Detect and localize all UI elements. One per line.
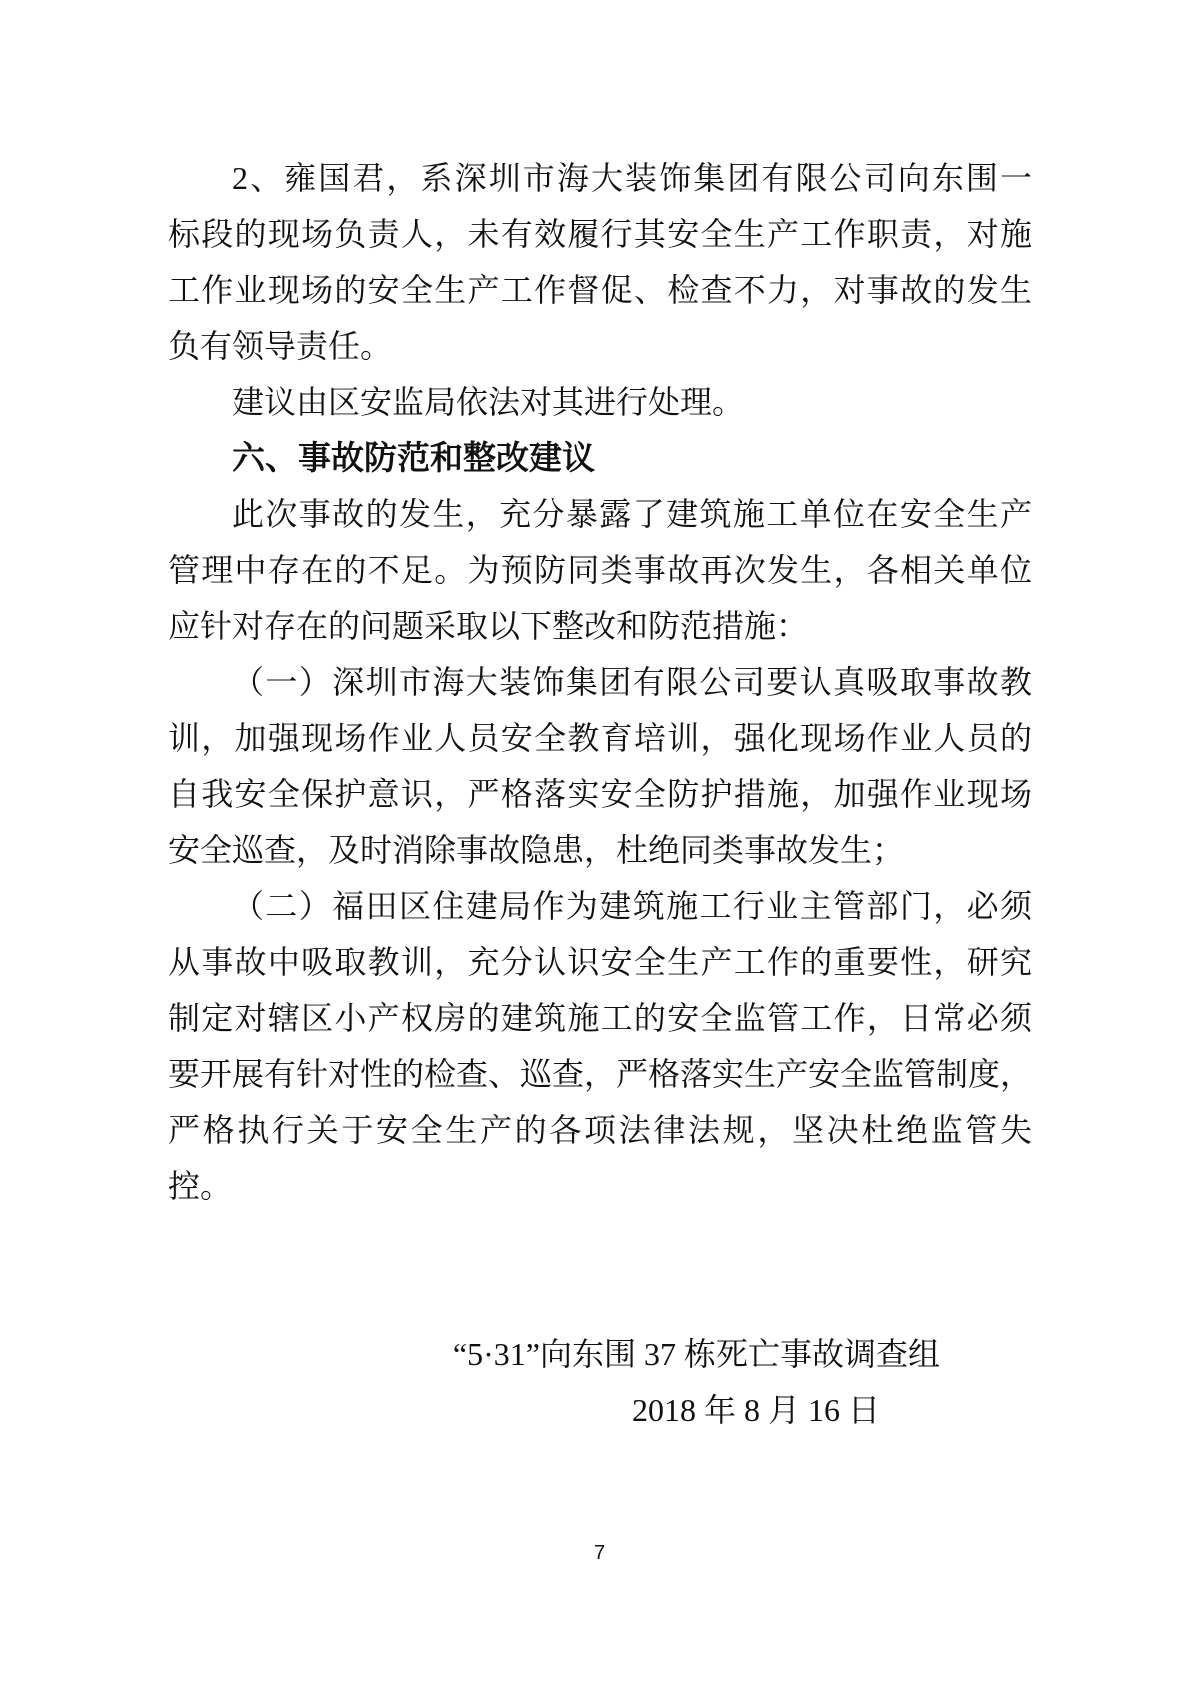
text-line: 从事故中吸取教训，充分认识安全生产工作的重要性，研究 [168, 944, 1032, 980]
text-line: （二）福田区住建局作为建筑施工行业主管部门，必须 [232, 888, 1032, 924]
text-line: 工作业现场的安全生产工作督促、检查不力，对事故的发生 [168, 272, 1032, 308]
text-line: 2、雍国君，系深圳市海大装饰集团有限公司向东围一 [232, 160, 1032, 196]
text-line: （一）深圳市海大装饰集团有限公司要认真吸取事故教 [232, 664, 1032, 700]
signature-date: 2018 年 8 月 16 日 [631, 1392, 880, 1428]
section-heading: 六、事故防范和整改建议 [232, 439, 595, 476]
text-line: 此次事故的发生，充分暴露了建筑施工单位在安全生产 [232, 496, 1032, 532]
text-line: 严格执行关于安全生产的各项法律法规，坚决杜绝监管失 [168, 1112, 1032, 1148]
document-body [168, 150, 1032, 1438]
text-line: 控。 [168, 1168, 233, 1204]
text-line: 训，加强现场作业人员安全教育培训，强化现场作业人员的 [168, 720, 1032, 756]
text-line: 负有领导责任。 [168, 328, 393, 364]
text-line: 自我安全保护意识，严格落实安全防护措施，加强作业现场 [168, 776, 1032, 812]
text-line: 管理中存在的不足。为预防同类事故再次发生，各相关单位 [168, 552, 1032, 588]
text-line: 制定对辖区小产权房的建筑施工的安全监管工作，日常必须 [168, 1000, 1032, 1036]
signature-block [168, 1326, 1032, 1438]
page-footer [0, 1542, 1199, 1565]
text-line: 应针对存在的问题采取以下整改和防范措施： [168, 608, 809, 644]
text-line: 建议由区安监局依法对其进行处理。 [232, 384, 745, 420]
paragraph-lines [168, 150, 1032, 1214]
page-number: 7 [593, 1542, 606, 1564]
text-line: 安全巡查，及时消除事故隐患，杜绝同类事故发生； [168, 832, 905, 868]
signature-org: “5·31”向东围 37 栋死亡事故调查组 [452, 1336, 940, 1372]
text-line: 要开展有针对性的检查、巡查，严格落实生产安全监管制度， [168, 1056, 1032, 1092]
text-line: 标段的现场负责人，未有效履行其安全生产工作职责，对施 [168, 216, 1032, 252]
